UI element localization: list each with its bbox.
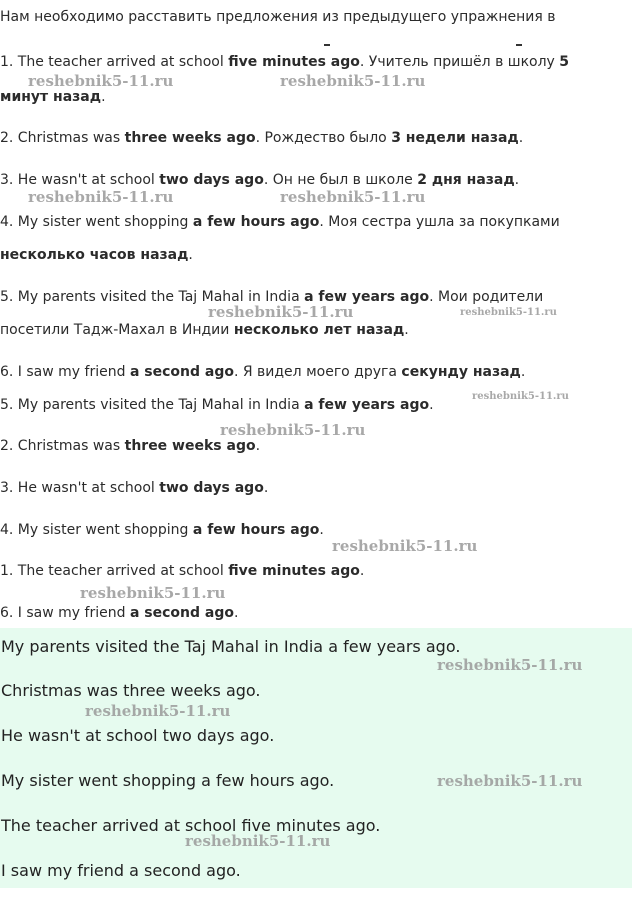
cropped-glyph: [516, 44, 522, 46]
translation-line-3: 3. He wasn't at school two days ago. Он не был в школе 2 дня назад.: [0, 172, 520, 188]
translation-line-5-cont: посетили Тадж-Махал в Индии несколько лет назад.: [0, 322, 409, 338]
ordered-line-1: 5. My parents visited the Taj Mahal in India a few years ago.: [0, 397, 434, 413]
watermark: reshebnik5-11.ru: [208, 303, 354, 321]
translation-line-4: 4. My sister went shopping a few hours ago. Моя сестра ушла за покупками: [0, 214, 560, 230]
answer-line-2: Christmas was three weeks ago.: [1, 681, 261, 700]
watermark: reshebnik5-11.ru: [280, 72, 426, 90]
translation-line-1-cont: минут назад.: [0, 89, 106, 105]
ordered-line-5: 1. The teacher arrived at school five minutes ago.: [0, 563, 365, 579]
answer-line-4: My sister went shopping a few hours ago.: [1, 771, 335, 790]
translation-line-4-cont: несколько часов назад.: [0, 247, 193, 263]
translation-line-6: 6. I saw my friend a second ago. Я видел моего друга секунду назад.: [0, 364, 526, 380]
translation-line-2: 2. Christmas was three weeks ago. Рождество было 3 недели назад.: [0, 130, 524, 146]
watermark: reshebnik5-11.ru: [80, 584, 226, 602]
watermark: reshebnik5-11.ru: [437, 772, 583, 790]
answer-line-5: The teacher arrived at school five minutes ago.: [1, 816, 381, 835]
ordered-line-3: 3. He wasn't at school two days ago.: [0, 480, 269, 496]
watermark: reshebnik5-11.ru: [28, 72, 174, 90]
watermark: reshebnik5-11.ru: [437, 656, 583, 674]
cropped-glyph: [324, 44, 330, 46]
ordered-line-4: 4. My sister went shopping a few hours ago.: [0, 522, 324, 538]
translation-line-5: 5. My parents visited the Taj Mahal in India a few years ago. Мои родители: [0, 289, 544, 305]
answer-line-1: My parents visited the Taj Mahal in India a few years ago.: [1, 637, 461, 656]
ordered-line-2: 2. Christmas was three weeks ago.: [0, 438, 261, 454]
ordered-line-6: 6. I saw my friend a second ago.: [0, 605, 239, 621]
watermark: reshebnik5-11.ru: [185, 832, 331, 850]
watermark: reshebnik5-11.ru: [220, 421, 366, 439]
watermark: reshebnik5-11.ru: [460, 307, 557, 318]
intro-text: Нам необходимо расставить предложения из предыдущего упражнения в: [0, 9, 556, 25]
translation-line-1: 1. The teacher arrived at school five minutes ago. Учитель пришёл в школу 5: [0, 54, 570, 70]
watermark: reshebnik5-11.ru: [280, 188, 426, 206]
watermark: reshebnik5-11.ru: [28, 188, 174, 206]
answer-line-3: He wasn't at school two days ago.: [1, 726, 275, 745]
answer-line-6: I saw my friend a second ago.: [1, 861, 241, 880]
watermark: reshebnik5-11.ru: [472, 391, 569, 402]
watermark: reshebnik5-11.ru: [85, 702, 231, 720]
watermark: reshebnik5-11.ru: [332, 537, 478, 555]
